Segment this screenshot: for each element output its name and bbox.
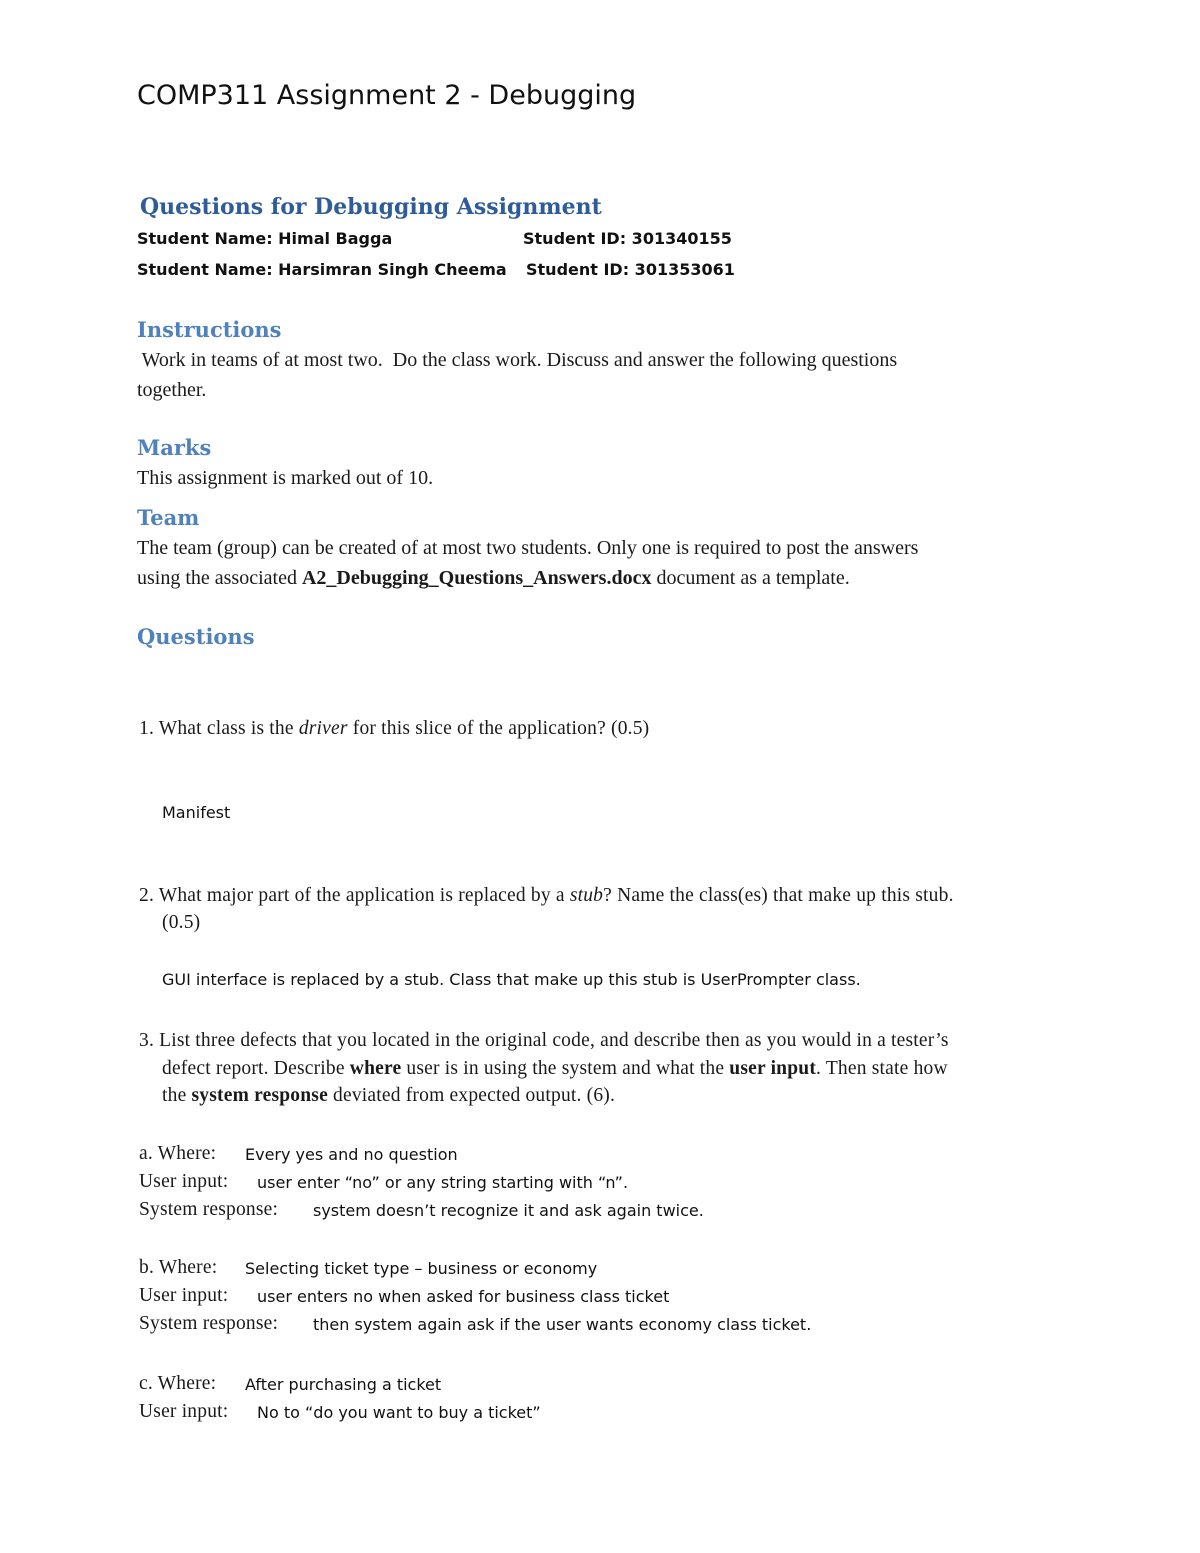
question-3-line-2-pre: defect report. Describe: [162, 1058, 350, 1079]
defect-a-where: Every yes and no question: [245, 1145, 458, 1164]
student-name-1: Student Name: Himal Bagga: [137, 229, 393, 248]
instructions-line-2: together.: [137, 379, 207, 401]
question-3-line-2-mid: user is in using the system and what the: [401, 1058, 730, 1079]
question-1-post: for this slice of the application? (0.5): [347, 718, 650, 739]
instructions-heading: Instructions: [137, 317, 282, 342]
defect-a-input: user enter “no” or any string starting with “n”.: [257, 1173, 629, 1192]
defect-a-response: system doesn’t recognize it and ask again twice.: [313, 1201, 704, 1220]
question-1-italic: driver: [298, 718, 348, 739]
questions-heading: Questions: [137, 624, 255, 649]
question-3-line-3-post: deviated from expected output. (6).: [327, 1085, 616, 1106]
student-name-2: Student Name: Harsimran Singh Cheema: [137, 260, 507, 279]
keyword-system-response: system response: [191, 1085, 328, 1106]
defect-b-input-label: User input:: [139, 1285, 229, 1306]
marks-text: This assignment is marked out of 10.: [137, 467, 434, 489]
answer-2: GUI interface is replaced by a stub. Class that make up this stub is UserPrompter class.: [162, 970, 861, 989]
question-2-line-2: (0.5): [162, 912, 201, 933]
team-heading: Team: [137, 505, 200, 530]
defect-a-where-label: a. Where:: [139, 1143, 217, 1164]
student-id-2: Student ID: 301353061: [526, 260, 735, 279]
question-2-italic: stub: [569, 885, 604, 906]
question-1: [139, 718, 649, 740]
defect-b-response: then system again ask if the user wants economy class ticket.: [313, 1315, 812, 1334]
marks-heading: Marks: [137, 435, 212, 460]
defect-b-input: user enters no when asked for business class ticket: [257, 1287, 670, 1306]
team-line-1: The team (group) can be created of at most two students. Only one is required to post the answers: [137, 537, 919, 559]
question-3-line-2-post: . Then state how: [816, 1058, 948, 1079]
question-2-pre: 2. What major part of the application is replaced by a: [139, 885, 570, 906]
question-3-line-1: 3. List three defects that you located in the original code, and describe then as you would in a tester’s: [139, 1030, 949, 1051]
document-title: COMP311 Assignment 2 - Debugging: [137, 80, 637, 111]
question-1-pre: 1. What class is the: [139, 718, 299, 739]
template-filename: A2_Debugging_Questions_Answers.docx: [301, 567, 652, 589]
team-line-2: [137, 567, 850, 590]
keyword-where: where: [349, 1058, 402, 1079]
defect-c-input: No to “do you want to buy a ticket”: [257, 1403, 541, 1422]
answer-1: Manifest: [162, 803, 231, 822]
defect-a-response-label: System response:: [139, 1199, 279, 1220]
defect-c-where-label: c. Where:: [139, 1373, 217, 1394]
defect-b-where-label: b. Where:: [139, 1257, 218, 1278]
assignment-heading: Questions for Debugging Assignment: [140, 194, 602, 220]
question-3-line-2: [162, 1058, 948, 1080]
defect-b-response-label: System response:: [139, 1313, 279, 1334]
question-3-line-3: [162, 1085, 615, 1107]
question-2-post: ? Name the class(es) that make up this stub.: [603, 885, 954, 906]
team-line-2-pre: using the associated: [137, 567, 302, 589]
question-2: [139, 885, 954, 907]
defect-a-input-label: User input:: [139, 1171, 229, 1192]
defect-c-input-label: User input:: [139, 1401, 229, 1422]
defect-c-where: After purchasing a ticket: [245, 1375, 442, 1394]
team-line-2-post: document as a template.: [651, 567, 850, 589]
instructions-line-1: Work in teams of at most two. Do the class work. Discuss and answer the following questions: [137, 349, 898, 371]
question-3-line-3-pre: the: [162, 1085, 192, 1106]
keyword-user-input: user input: [729, 1058, 817, 1079]
student-id-1: Student ID: 301340155: [523, 229, 732, 248]
defect-b-where: Selecting ticket type – business or economy: [245, 1259, 598, 1278]
